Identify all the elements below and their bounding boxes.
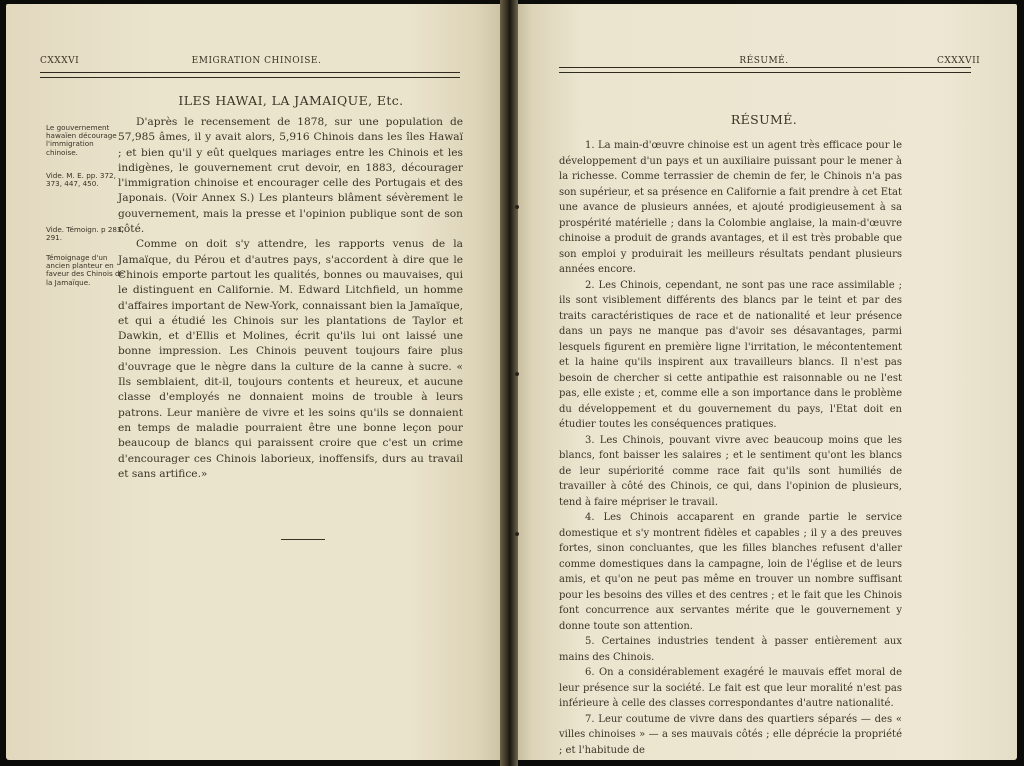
resume-item: 3. Les Chinois, pouvant vivre avec beaucoup moins que les blancs, font baisser les salaires ; et le sentiment qu'ont les blancs de leur supériorité comme race fait qu'ils sont humiliés de travailler à côté des Chinois, ce qui, dans l'opinion de plusieurs, tend à faire mépriser le travail. <box>559 434 902 508</box>
resume-item: 2. Les Chinois, cependant, ne sont pas une race assimilable ; ils sont visiblement différents des blancs par le teint et par des traits caractéristiques de race et de nationalité et leur présence dans un pays ne manque pas d'avoir ses désavantages, parmi lesquels figurent en première ligne l'irritation, le mécontentement et la haine qu'ils inspirent aux travailleurs blancs. Il n'est pas besoin de chercher si cette antipathie est raisonnable ou ne l'est pas, elle existe ; et, comme elle a son importance dans le problème du développement et du gouvernement du pays, l'Etat doit en étudier toutes les conséquences pratiques. <box>559 279 902 430</box>
left-page-number: CXXXVI <box>40 56 80 66</box>
left-section-title: ILES HAWAI, LA JAMAIQUE, Etc. <box>178 93 404 108</box>
resume-item: 1. La main-d'œuvre chinoise est un agent très efficace pour le développement d'un pays et un auxiliaire puissant pour le mener à la richesse. Comme terrassier de chemin de fer, le Chinois n'a pas son supérieur, et sa présence en Californie a fait prendre à cet Etat une avance de plusieurs années, et ajouté prodigieusement à sa prospérité matérielle ; dans la Colombie anglaise, la main-d'œuvre chinoise a produit de grands avantages, et il est très probable que son emploi y produirait les meilleurs résultats pendant plusieurs années encore. <box>559 140 902 275</box>
resume-item: 4. Les Chinois accaparent en grande partie le service domestique et s'y montrent fidèles et capables ; il y a des preuves fortes, sinon concluantes, que les filles blanches refusent d'aller comme domestiques dans la campagne, loin de l'église et de leurs amis, et qu'on ne peut pas même en trouver un nombre suffisant pour les besoins des villes et des centres ; et le fait que les Chinois font concurrence aux servantes mérite que le gouvernement y donne toute son attention. <box>559 512 902 632</box>
left-running-header: EMIGRATION CHINOISE. <box>191 56 322 66</box>
left-page <box>6 4 507 760</box>
sidenote-gouvernement: Le gouvernement hawaïen décourage l'immigration chinoise. <box>46 123 117 157</box>
binding-hole-top <box>515 205 519 209</box>
left-paragraph: Comme on doit s'y attendre, les rapports venus de la Jamaïque, du Pérou et d'autres pays, s'accordent à dire que le Chinois emporte partout les qualités, bonnes ou mauvaises, qui le distinguent en Californie. M. Edward Litchfield, un homme d'affaires important de New-York, connaissant bien la Jamaïque, et qui a étudié les Chinois sur les plantations de Taylor et Dawkin, et d'Ellis et Molines, écrit qu'ils lui ont laissé une bonne impression. Les Chinois peuvent toujours faire plus d'ouvrage que le nègre dans la culture de la canne à sucre. « Ils semblaient, dit-il, toujours contents et heureux, et aucune classe d'employés ne donnaient moins de trouble à leurs patrons. Leur manière de vivre et les soins qu'ils se donnaient en temps de maladie pourraient être une bonne leçon pour beaucoup de blancs qui paraissent croire que c'est un crime d'encourager ces Chinois laborieux, inoffensifs, durs au travail et sans artifice.» <box>118 238 463 480</box>
resume-item: 7. Leur coutume de vivre dans des quartiers séparés — des « villes chinoises » — a ses mauvais côtés ; elle déprécie la propriété ; et l'habitude de <box>559 713 902 756</box>
resume-item: 5. Certaines industries tendent à passer entièrement aux mains des Chinois. <box>559 636 902 663</box>
right-page-number: CXXXVII <box>937 56 981 66</box>
section-end-rule <box>281 539 325 540</box>
sidenote-reference-temoign: Vide. Témoign. p 283, 291. <box>46 225 124 243</box>
right-page <box>511 4 1017 760</box>
right-section-title: RÉSUMÉ. <box>730 112 798 127</box>
resume-item: 6. On a considérablement exagéré le mauvais effet moral de leur présence sur la société. Le fait est que leur moralité n'est pas inférieure à celle des classes correspondantes d'autre nationalité. <box>559 667 902 709</box>
sidenote-temoignage-planteur: Témoignage d'un ancien planteur en faveur des Chinois de la Jamaïque. <box>46 253 124 287</box>
left-body <box>118 115 463 482</box>
book-gutter <box>500 0 518 766</box>
binding-hole-bottom <box>515 532 519 536</box>
left-header-rule <box>40 72 460 78</box>
binding-hole-middle <box>515 372 519 376</box>
left-paragraph: D'après le recensement de 1878, sur une population de 57,985 âmes, il y avait alors, 5,916 Chinois dans les îles Hawaï ; et bien qu'il y eût quelques mariages entre les Chinois et les indigènes, le gouvernement crut devoir, en 1883, décourager l'immigration chinoise et encourager celle des Portugais et des Japonais. (Voir Annex S.) Les planteurs blâment sévèrement le gouvernement, mais la presse et l'opinion publique sont de son côté. <box>118 116 463 236</box>
right-running-header: RÉSUMÉ. <box>739 56 789 66</box>
right-body <box>559 138 902 758</box>
right-header-rule <box>559 67 971 73</box>
sidenote-reference-me: Vide. M. E. pp. 372, 373, 447, 450. <box>46 171 116 189</box>
